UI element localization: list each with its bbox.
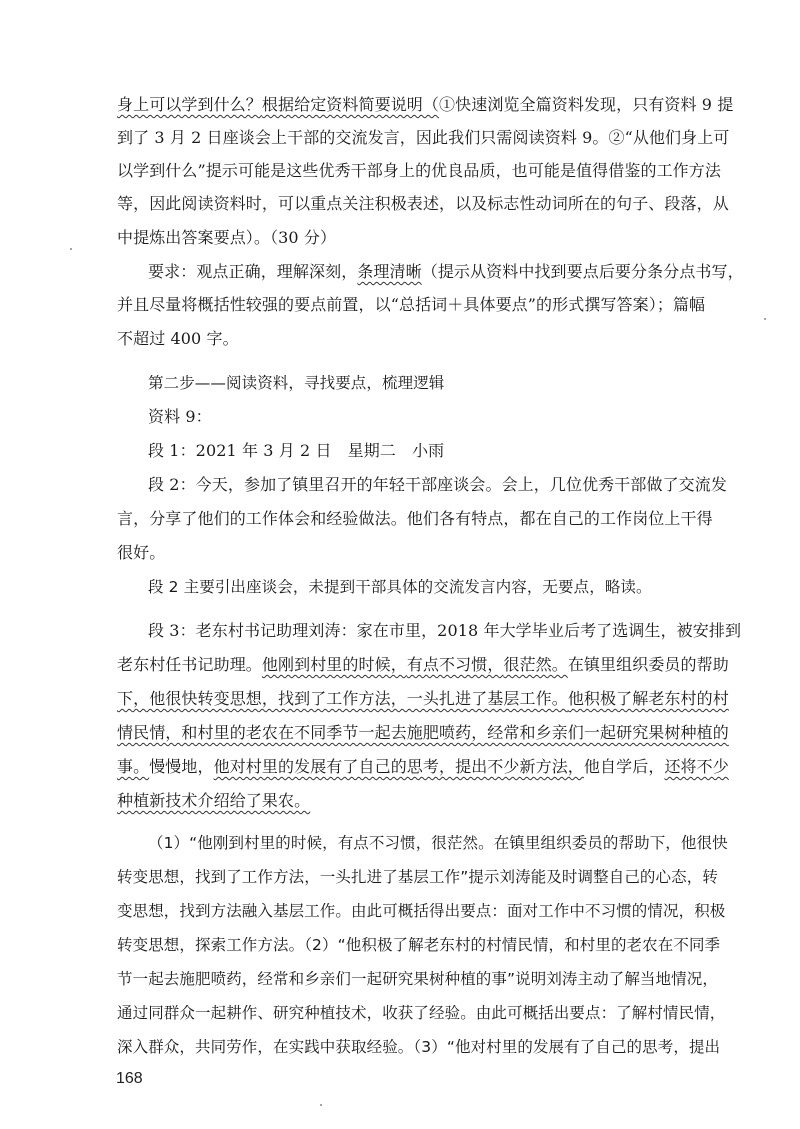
- text-span: 中提炼出答案要点）。（30 分）: [117, 228, 337, 247]
- text-wavy: 情民情，和村里的老农在不同季节一起去施肥喷药，经常和乡亲们一起研究果树种植的: [117, 723, 729, 742]
- text-span: 他自学后，: [583, 757, 665, 776]
- text-wavy: 很茫然。: [503, 655, 568, 674]
- text-wavy: 条理清晰: [357, 262, 422, 281]
- page-number: 168: [116, 1070, 143, 1087]
- text-span: 很好。: [117, 543, 166, 562]
- text-line: [117, 723, 729, 743]
- text-span: 老东村任书记助理。: [117, 655, 262, 674]
- scan-speck: [320, 1104, 322, 1106]
- text-line: [117, 228, 336, 248]
- text-span: （提示从资料中找到要点后要分条分点书写，: [421, 262, 744, 281]
- text-line: [117, 95, 733, 115]
- text-span: 深入群众，共同劳作，在实践中获取经验。（3）“他对村里的发展有了自己的思考，提出: [117, 1038, 721, 1056]
- section-heading: [148, 373, 444, 393]
- text-line: [117, 295, 705, 315]
- text-span: 等，因此阅读资料时，可以重点关注积极表述，以及标志性动词所在的句子、段落，从: [117, 194, 729, 213]
- text-span: （1）“他刚到村里的时候，有点不习惯，很茫然。在镇里组织委员的帮助下，他很快: [148, 834, 728, 852]
- text-wavy: 下，他很快转变思想，找到了工作方法，一头扎进了基层工作。: [117, 689, 568, 708]
- text-line: [117, 543, 165, 563]
- text-wavy: 身上可以学到什么？: [117, 95, 262, 114]
- text-span: 不超过 400 字。: [117, 329, 239, 348]
- scan-speck: [70, 248, 72, 250]
- text-span: 资料 9：: [148, 407, 212, 426]
- text-span: 在镇里组织委员的帮助: [567, 655, 729, 674]
- text-line: [117, 194, 729, 214]
- analysis-line: [148, 577, 652, 597]
- text-span: 慢慢地，: [149, 757, 214, 776]
- analysis-line: [117, 1003, 725, 1023]
- text-span: 要求：观点正确，理解深刻，: [148, 262, 358, 281]
- text-line: [117, 655, 729, 675]
- text-line: [117, 791, 310, 811]
- text-wavy: 他积极了解老东村的村: [567, 689, 729, 708]
- text-span: 到了 3 月 2 日座谈会上干部的交流发言，因此我们只需阅读资料 9。②“从他们身上可: [117, 128, 730, 147]
- text-span: ①快速浏览全篇资料发现，只有资料 9 提: [439, 95, 734, 114]
- text-span: 段 3：老东村书记助理刘涛：家在市里，2018 年大学毕业后考了选调生，被安排到: [148, 621, 742, 640]
- text-wavy: 他对村里的发展有了自己的思考，提出不少新方法，: [213, 757, 584, 776]
- text-line: [148, 407, 212, 427]
- text-wavy: 种植新技术介绍给了果农。: [117, 791, 311, 810]
- text-line: [117, 757, 729, 777]
- text-span: 以学到什么”提示可能是这些优秀干部身上的优良品质，也可能是值得借鉴的工作方法: [117, 161, 721, 180]
- text-line: [148, 621, 741, 641]
- text-wavy: 根据给定资料简要说明（: [261, 95, 440, 114]
- text-span: 转变思想，探索工作方法。（2）“他积极了解老东村的村情民情，和村里的老农在不同季: [117, 936, 721, 954]
- analysis-line: [148, 833, 728, 853]
- text-span: 节一起去施肥喷药，经常和乡亲们一起研究果树种植的事”说明刘涛主动了解当地情况，: [117, 970, 718, 988]
- analysis-line: [117, 969, 718, 989]
- text-span: 段 2：今天，参加了镇里召开的年轻干部座谈会。会上，几位优秀干部做了交流发: [148, 475, 727, 494]
- text-span: 通过同群众一起耕作、研究种植技术，收获了经验。由此可概括出要点：了解村情民情，: [117, 1004, 726, 1022]
- text-span: 第二步——阅读资料，寻找要点，梳理逻辑: [148, 374, 445, 392]
- text-line: [148, 262, 744, 282]
- text-wavy: 有点不习惯，: [406, 655, 504, 674]
- analysis-line: [117, 867, 718, 887]
- text-line: [148, 441, 444, 461]
- text-line: [117, 128, 729, 148]
- text-span: 变思想，找到方法融入基层工作。由此可概括得出要点：面对工作中不习惯的情况，积极: [117, 902, 726, 920]
- analysis-line: [117, 935, 720, 955]
- text-span: 并且尽量将概括性较强的要点前置，以“总括词＋具体要点”的形式撰写答案）；篇幅: [117, 295, 706, 314]
- text-wavy: 事。: [117, 757, 150, 776]
- text-line: [117, 689, 729, 709]
- text-span: 段 1：2021 年 3 月 2 日 星期二 小雨: [148, 441, 445, 460]
- analysis-line: [117, 901, 725, 921]
- text-span: 言，分享了他们的工作体会和经验做法。他们各有特点，都在自己的工作岗位上干得: [117, 509, 713, 528]
- text-wavy: 他刚到村里的时候，: [261, 655, 407, 674]
- text-line: [117, 509, 713, 529]
- text-wavy: 还将不少: [664, 757, 729, 776]
- scan-speck: [764, 318, 766, 320]
- analysis-line: [117, 1037, 720, 1057]
- text-span: 转变思想，找到了工作方法，一头扎进了基层工作”提示刘涛能及时调整自己的心态，转: [117, 868, 718, 886]
- text-line: [117, 161, 721, 181]
- text-line: [117, 329, 239, 349]
- text-span: 段 2 主要引出座谈会，未提到干部具体的交流发言内容，无要点，略读。: [148, 578, 652, 596]
- text-line: [148, 475, 727, 495]
